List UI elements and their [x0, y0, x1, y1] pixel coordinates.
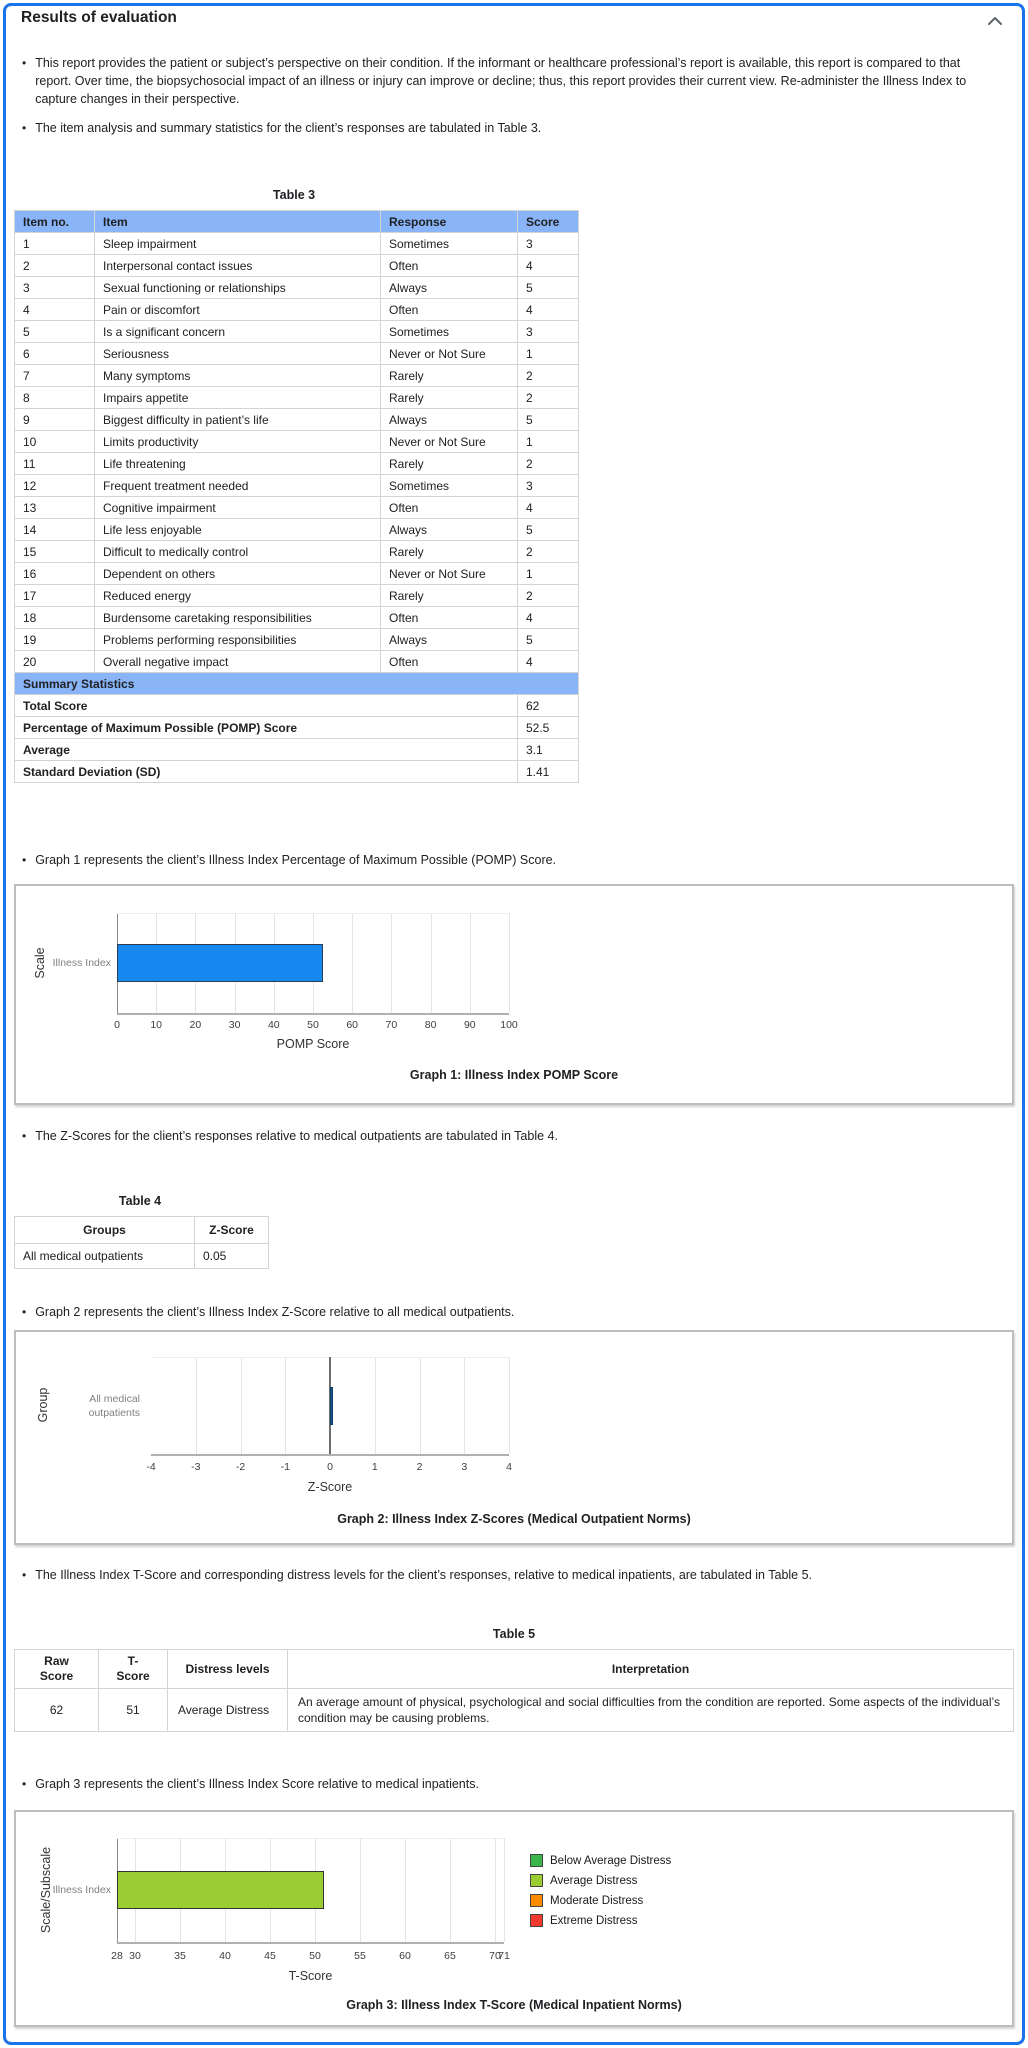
legend-item: [530, 1914, 671, 1927]
cell: Never or Not Sure: [381, 563, 518, 585]
legend-swatch: [530, 1894, 543, 1907]
summary-value: 1.41: [518, 761, 579, 783]
x-tick-label: 0: [114, 1019, 120, 1031]
summary-row: [15, 717, 579, 739]
x-axis-ticks: [114, 1019, 518, 1033]
x-gridline: [420, 1357, 421, 1454]
column-header-groups: Groups: [15, 1217, 195, 1244]
cell: Always: [381, 277, 518, 299]
table-row: [15, 563, 579, 585]
table4-bullet: [22, 1127, 558, 1145]
cell: Problems performing responsibilities: [95, 629, 381, 651]
x-tick-label: 70: [385, 1019, 398, 1031]
table5-header-row: [15, 1650, 1014, 1689]
cell: 4: [518, 299, 579, 321]
cell: Sleep impairment: [95, 233, 381, 255]
cell: 17: [15, 585, 95, 607]
cell: Reduced energy: [95, 585, 381, 607]
table-row: [15, 343, 579, 365]
legend-swatch: [530, 1914, 543, 1927]
x-gridline: [470, 913, 471, 1013]
legend-label: Average Distress: [550, 1874, 638, 1887]
cell: 15: [15, 541, 95, 563]
y-axis-title: Scale: [33, 947, 47, 979]
x-gridline: [391, 913, 392, 1013]
cell: Sometimes: [381, 321, 518, 343]
x-tick-label: 50: [309, 1950, 321, 1962]
x-gridline: [509, 1357, 510, 1454]
cell: Always: [381, 519, 518, 541]
table-row: [15, 629, 579, 651]
graph2-caption: Graph 2: Illness Index Z-Scores (Medical Outpatient Norms): [337, 1512, 691, 1526]
cell: 3: [15, 277, 95, 299]
category-label: Illness Index: [52, 957, 111, 969]
x-tick-label: 65: [444, 1950, 456, 1962]
cell: 14: [15, 519, 95, 541]
graph3-bullet: [22, 1775, 479, 1793]
graph1-caption: Graph 1: Illness Index POMP Score: [409, 1068, 619, 1082]
bullet-marker: •: [22, 1129, 27, 1143]
cell: 5: [518, 277, 579, 299]
cell: Often: [381, 299, 518, 321]
x-tick-label: 50: [307, 1019, 319, 1031]
table-row: [15, 1689, 1014, 1732]
legend-label: Extreme Distress: [550, 1914, 638, 1927]
cell: 4: [518, 607, 579, 629]
data-bar: [117, 944, 323, 982]
intro-bullet-1: [22, 54, 987, 108]
cell: 2: [15, 255, 95, 277]
page-title: Results of evaluation: [21, 9, 177, 26]
x-tick-label: 45: [264, 1950, 276, 1962]
cell: Overall negative impact: [95, 651, 381, 673]
x-tick-label: 60: [346, 1019, 359, 1031]
cell: Biggest difficulty in patient’s life: [95, 409, 381, 431]
summary-row: [15, 695, 579, 717]
table-row: [15, 277, 579, 299]
column-header-item: Item: [95, 211, 381, 233]
column-header-response: Response: [381, 211, 518, 233]
summary-header: Summary Statistics: [15, 673, 579, 695]
mid-gridline: [117, 913, 509, 914]
cell: 13: [15, 497, 95, 519]
table-row: [15, 541, 579, 563]
cell: Often: [381, 607, 518, 629]
table-row: [15, 1244, 269, 1269]
table-row: [15, 453, 579, 475]
x-gridline: [285, 1357, 286, 1454]
x-axis-ticks: [146, 1461, 512, 1475]
legend-label: Below Average Distress: [550, 1854, 672, 1867]
x-tick-label: 55: [354, 1950, 366, 1962]
cell: Rarely: [381, 541, 518, 563]
cell: 4: [518, 497, 579, 519]
cell: Always: [381, 629, 518, 651]
summary-row: [15, 761, 579, 783]
x-tick-label: -4: [146, 1461, 156, 1473]
summary-row: [15, 739, 579, 761]
chevron-up-icon[interactable]: [986, 14, 1004, 28]
table-row: [15, 365, 579, 387]
legend-item: [530, 1894, 671, 1907]
cell-zscore: 0.05: [195, 1244, 269, 1269]
cell: 9: [15, 409, 95, 431]
cell: Sometimes: [381, 475, 518, 497]
cell: Life threatening: [95, 453, 381, 475]
x-tick-label: 28: [111, 1950, 123, 1962]
cell-interpretation: An average amount of physical, psychological and social difficulties from the condition are reported. Some aspects of the individual’s condition may be causing problems.: [288, 1689, 1014, 1732]
cell: Frequent treatment needed: [95, 475, 381, 497]
legend-item: [530, 1854, 671, 1867]
x-gridline: [509, 913, 510, 1013]
x-tick-label: 40: [219, 1950, 231, 1962]
x-tick-label: 1: [371, 1461, 378, 1473]
x-tick-label: -2: [235, 1461, 246, 1473]
plot-area: [117, 1838, 504, 1944]
cell: 6: [15, 343, 95, 365]
table-row: [15, 475, 579, 497]
x-tick-label: 30: [228, 1019, 241, 1031]
x-tick-label: 10: [150, 1019, 163, 1031]
cell: 7: [15, 365, 95, 387]
cell: 20: [15, 651, 95, 673]
summary-header-row: [15, 673, 579, 695]
cell: 1: [518, 563, 579, 585]
legend-swatch: [530, 1874, 543, 1887]
x-tick-label: 40: [267, 1019, 280, 1031]
summary-label: Standard Deviation (SD): [15, 761, 518, 783]
category-label: All medical outpatients: [88, 1393, 140, 1419]
cell: 18: [15, 607, 95, 629]
table-row: [15, 387, 579, 409]
bullet-text: The Z-Scores for the client’s responses relative to medical outpatients are tabulated in Table 4.: [35, 1129, 558, 1143]
column-header-t-score: T-Score: [99, 1650, 168, 1689]
cell: Burdensome caretaking responsibilities: [95, 607, 381, 629]
table-row: [15, 321, 579, 343]
graph2-panel: [14, 1330, 1014, 1545]
cell: Impairs appetite: [95, 387, 381, 409]
graph3-panel: [14, 1810, 1014, 2027]
x-tick-label: 90: [463, 1019, 476, 1031]
cell: 8: [15, 387, 95, 409]
x-gridline: [196, 1357, 197, 1454]
graph1-panel: [14, 884, 1014, 1105]
cell: Rarely: [381, 365, 518, 387]
cell: Always: [381, 409, 518, 431]
bullet-text: The Illness Index T-Score and corresponding distress levels for the client’s responses, relative to medical inpatients, are tabulated in Table 5.: [35, 1568, 813, 1582]
cell: Difficult to medically control: [95, 541, 381, 563]
cell: 5: [15, 321, 95, 343]
summary-value: 62: [518, 695, 579, 717]
plot-area: [151, 1357, 509, 1456]
x-tick-label: 0: [327, 1461, 333, 1473]
table3-title: Table 3: [272, 188, 316, 202]
y-axis-title: Scale/Subscale: [39, 1846, 53, 1934]
cell: Never or Not Sure: [381, 431, 518, 453]
x-gridline: [405, 1838, 406, 1942]
cell: 1: [518, 431, 579, 453]
x-tick-label: 30: [129, 1950, 141, 1962]
column-header-raw-score: Raw Score: [15, 1650, 99, 1689]
cell: 10: [15, 431, 95, 453]
table4-header-row: [15, 1217, 269, 1244]
cell: 16: [15, 563, 95, 585]
plot-area: [117, 913, 509, 1015]
table-row: [15, 519, 579, 541]
cell: 5: [518, 409, 579, 431]
table-row: [15, 431, 579, 453]
x-tick-label: 80: [424, 1019, 437, 1031]
table4: [14, 1216, 269, 1269]
table3-header-row: [15, 211, 579, 233]
bullet-marker: •: [22, 1305, 27, 1319]
graph3-caption: Graph 3: Illness Index T-Score (Medical Inpatient Norms): [346, 1998, 682, 2012]
cell: 4: [518, 651, 579, 673]
distress-legend: [530, 1854, 671, 1927]
cell: Pain or discomfort: [95, 299, 381, 321]
x-axis-title: T-Score: [288, 1969, 333, 1983]
cell: Many symptoms: [95, 365, 381, 387]
x-gridline: [352, 913, 353, 1013]
cell: 11: [15, 453, 95, 475]
x-tick-label: 70: [489, 1950, 501, 1962]
data-bar: [117, 1871, 324, 1909]
column-header-score: Score: [518, 211, 579, 233]
cell: Cognitive impairment: [95, 497, 381, 519]
x-tick-label: 60: [399, 1950, 411, 1962]
bullet-marker: •: [22, 56, 27, 70]
category-label: Illness Index: [52, 1884, 111, 1896]
cell: Never or Not Sure: [381, 343, 518, 365]
graph1-bullet: [22, 851, 556, 869]
cell: Rarely: [381, 453, 518, 475]
x-tick-label: 2: [416, 1461, 423, 1473]
x-gridline: [464, 1357, 465, 1454]
x-tick-label: 20: [189, 1019, 202, 1031]
x-gridline: [241, 1357, 242, 1454]
cell: 3: [518, 233, 579, 255]
x-gridline: [375, 1357, 376, 1454]
cell-raw-score: 62: [15, 1689, 99, 1732]
cell: Interpersonal contact issues: [95, 255, 381, 277]
cell: 2: [518, 541, 579, 563]
cell: 4: [518, 255, 579, 277]
table5-bullet: [22, 1566, 812, 1584]
table-row: [15, 585, 579, 607]
x-gridline: [360, 1838, 361, 1942]
x-tick-label: 35: [174, 1950, 186, 1962]
table5: [14, 1649, 1014, 1732]
cell: 4: [15, 299, 95, 321]
x-axis-title: POMP Score: [276, 1037, 350, 1051]
bullet-text: Graph 3 represents the client’s Illness Index Score relative to medical inpatients.: [35, 1777, 479, 1791]
table-row: [15, 255, 579, 277]
bullet-text: Graph 1 represents the client’s Illness Index Percentage of Maximum Possible (POMP) Score.: [35, 853, 557, 867]
cell: Rarely: [381, 387, 518, 409]
bullet-text: The item analysis and summary statistics for the client’s responses are tabulated in Table 3.: [35, 121, 542, 135]
cell: Seriousness: [95, 343, 381, 365]
cell: 2: [518, 453, 579, 475]
cell: Often: [381, 497, 518, 519]
x-gridline: [504, 1838, 505, 1942]
bullet-marker: •: [22, 853, 27, 867]
summary-value: 52.5: [518, 717, 579, 739]
cell: 1: [518, 343, 579, 365]
summary-label: Percentage of Maximum Possible (POMP) Score: [15, 717, 518, 739]
cell-group: All medical outpatients: [15, 1244, 195, 1269]
data-bar: [330, 1387, 333, 1425]
bullet-marker: •: [22, 121, 27, 135]
mid-gridline: [117, 1838, 504, 1839]
legend-item: [530, 1874, 671, 1887]
summary-label: Average: [15, 739, 518, 761]
table3: [14, 210, 579, 783]
cell: Sometimes: [381, 233, 518, 255]
x-gridline: [495, 1838, 496, 1942]
bullet-text: Graph 2 represents the client’s Illness Index Z-Score relative to all medical outpatients.: [35, 1305, 515, 1319]
table-row: [15, 497, 579, 519]
column-header-zscore: Z-Score: [195, 1217, 269, 1244]
cell: Dependent on others: [95, 563, 381, 585]
legend-swatch: [530, 1854, 543, 1867]
cell: 1: [15, 233, 95, 255]
bullet-marker: •: [22, 1568, 27, 1582]
legend-label: Moderate Distress: [550, 1894, 644, 1907]
cell: 2: [518, 387, 579, 409]
cell: Life less enjoyable: [95, 519, 381, 541]
cell: Often: [381, 651, 518, 673]
cell: 5: [518, 519, 579, 541]
cell: 2: [518, 585, 579, 607]
table4-title: Table 4: [118, 1194, 162, 1208]
cell: Rarely: [381, 585, 518, 607]
cell: 5: [518, 629, 579, 651]
summary-label: Total Score: [15, 695, 518, 717]
x-tick-label: 4: [506, 1461, 512, 1473]
cell: 2: [518, 365, 579, 387]
x-tick-label: -1: [280, 1461, 290, 1473]
table-row: [15, 651, 579, 673]
x-tick-label: 71: [498, 1950, 510, 1962]
table-row: [15, 233, 579, 255]
cell: Sexual functioning or relationships: [95, 277, 381, 299]
intro-bullet-2: [22, 119, 541, 137]
table5-title: Table 5: [492, 1627, 536, 1641]
cell: Limits productivity: [95, 431, 381, 453]
table-row: [15, 409, 579, 431]
cell-distress-level: Average Distress: [168, 1689, 288, 1732]
cell: Often: [381, 255, 518, 277]
x-gridline: [431, 913, 432, 1013]
table3-body: [15, 233, 579, 783]
column-header-item-no: Item no.: [15, 211, 95, 233]
x-tick-label: -3: [191, 1461, 201, 1473]
column-header-distress-levels: Distress levels: [168, 1650, 288, 1689]
column-header-interpretation: Interpretation: [288, 1650, 1014, 1689]
cell: 3: [518, 321, 579, 343]
cell: 19: [15, 629, 95, 651]
x-gridline: [450, 1838, 451, 1942]
x-tick-label: 3: [461, 1461, 468, 1473]
table-row: [15, 607, 579, 629]
graph2-bullet: [22, 1303, 514, 1321]
y-axis-title: Group: [36, 1387, 50, 1423]
summary-value: 3.1: [518, 739, 579, 761]
x-tick-label: 100: [500, 1019, 518, 1031]
table-row: [15, 299, 579, 321]
x-axis-title: Z-Score: [307, 1480, 353, 1494]
bullet-text: This report provides the patient or subject’s perspective on their condition. If the informant or healthcare professional’s report is available, this report is compared to that report. Over time, the biopsychosocial impact of an illness or injury can improve or decline; thus, this report provides their current view. Re-administer the Illness Index to capture changes in their perspective.: [35, 56, 967, 106]
cell: 12: [15, 475, 95, 497]
cell: 3: [518, 475, 579, 497]
bullet-marker: •: [22, 1777, 27, 1791]
x-axis-ticks: [111, 1950, 510, 1964]
cell-t-score: 51: [99, 1689, 168, 1732]
cell: Is a significant concern: [95, 321, 381, 343]
